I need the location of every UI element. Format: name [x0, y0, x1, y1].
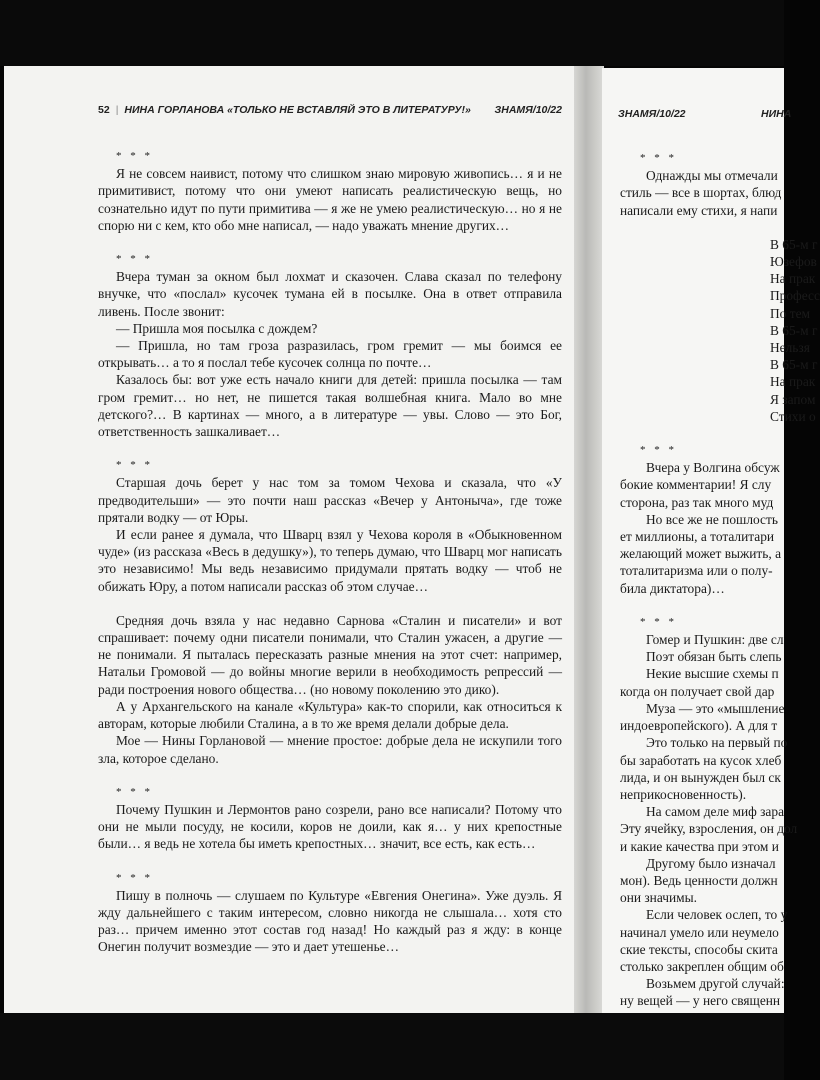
text-line: Вчера у Волгина обсуж	[646, 460, 780, 476]
text-line: бокие комментарии! Я слу	[620, 477, 772, 493]
text-line: Муза — это «мышление	[646, 700, 785, 716]
verse-line: В 65-м г	[770, 322, 818, 338]
page-number: 52	[98, 104, 110, 116]
book-gutter	[574, 66, 604, 1014]
text-line: ские тексты, способы скита	[620, 941, 778, 957]
paragraph: Мое — Нины Горлановой — мнение простое: добрые дела не искупили того зла, которое сделано.	[98, 733, 562, 766]
paragraph: Я не совсем наивист, потому что слишком знаю мировую живопись… я и не примитивист, потому что они умеют написать реалистическую вещь, но сознательно идут по пути примитива — я же не умею реалистическую… но я не спорю ни с кем, кто обо мне написал, — надо уважать мнение других…	[98, 166, 562, 233]
magazine-issue-right: ЗНАМЯ/10/22	[618, 108, 686, 120]
paragraph-gap	[98, 440, 562, 457]
scanner-background-bottom	[0, 1013, 784, 1080]
section-separator: * * *	[640, 152, 677, 164]
verse-line: Стихи о	[770, 408, 816, 424]
text-line: Эту ячейку, взросления, он дол	[620, 821, 798, 837]
section-separator: * * *	[116, 253, 153, 266]
text-line: когда он получает свой дар	[620, 683, 775, 699]
text-line: На самом деле миф зара	[646, 804, 785, 820]
text-line: Однажды мы отмечали	[646, 168, 778, 184]
text-line: бы заработать на кусок хлеб	[620, 752, 782, 768]
verse-line: В 65-м г	[770, 357, 818, 373]
header-separator: |	[115, 104, 119, 116]
left-page-text	[98, 148, 562, 956]
paragraph-gap	[620, 425, 820, 442]
paragraph: Пишу в полночь — слушаем по Культуре «Евгения Онегина». Уже дуэль. Я жду дальнейшего с таким интересом, словно никогда не слышала… хотя сто раз… причем именно этот состав год назад! Но каждый раз я жду: в конце Онегин получит возмездие — это и дает утешенье…	[98, 887, 562, 955]
right-page-text	[620, 150, 820, 1010]
verse-line: Юзефов	[770, 254, 817, 270]
paragraph: Средняя дочь взяла у нас недавно Сарнова «Сталин и писатели» и вот спрашивает: почему одни писатели понимали, что Сталин ужасен, а другие — не понимали. Я пыталась пересказать разные мнения на этот счет: например, Натальи Громовой — до войны многие верили в необходимость репрессий — ради построения нового общества… (но новому поколению это дико).	[98, 612, 562, 697]
paragraph: Казалось бы: вот уже есть начало книги для детей: пришла посылка — там гром гремит… но нет, не пишется такая волшебная книга. Мало во мне детского?… В картинах — много, а в литературе — увы. Слово — это Бог, ответственность зашкаливает…	[98, 372, 562, 440]
text-line: написали ему стихи, я напи	[620, 202, 778, 218]
text-line: ну вещей — у него священн	[620, 993, 781, 1009]
verse-line: На прак	[770, 271, 816, 287]
paragraph: Старшая дочь берет у нас том за томом Чехова и сказала, что «У предводительши» — это почти наш рассказ «Вечер у Антоныча», где тоже прятали водку — от Юры.	[98, 475, 562, 525]
section-separator: * * *	[640, 444, 677, 457]
verse-line: Я запом	[770, 391, 816, 407]
paragraph: А у Архангельского на канале «Культура» как-то спорили, как относиться к авторам, которые любили Сталина, а в то же время делали добрые дела.	[98, 698, 562, 732]
author-name-right: НИНА	[761, 108, 792, 120]
text-line: Поэт обязан быть слепь	[646, 649, 782, 665]
paragraph-gap	[98, 853, 562, 870]
text-line: Если человек ослеп, то у	[646, 907, 788, 923]
text-line: сторона, раз так много муд	[620, 494, 774, 510]
running-title: НИНА ГОРЛАНОВА «ТОЛЬКО НЕ ВСТАВЛЯЙ ЭТО В ЛИТЕРАТУРУ!»	[124, 104, 471, 116]
text-line: лида, и он вынужден был ск	[620, 769, 781, 785]
text-line: они значимы.	[620, 890, 697, 906]
text-line: ет миллионы, а тоталитари	[620, 529, 775, 545]
paragraph-gap	[98, 595, 562, 612]
section-separator: * * *	[640, 615, 677, 628]
paragraph: Вчера туман за окном был лохмат и сказочен. Слава сказал по телефону внучке, что «послал» кусочек тумана ей в посылке. Она в ответ отправила ливень. После звонит:	[98, 269, 562, 319]
right-running-header	[618, 108, 792, 120]
text-line: Другому было изначал	[646, 855, 776, 871]
text-line: индоевропейского). А для т	[620, 718, 778, 734]
text-line: Возьмем другой случай:	[646, 976, 785, 992]
verse-line: По тем	[770, 305, 810, 321]
scanner-background-top	[0, 0, 784, 66]
paragraph-gap	[620, 597, 820, 614]
section-separator: * * *	[116, 150, 153, 162]
paragraph: — Пришла, но там гроза разразилась, гром гремит — мы боимся ее открывать… а то я послал тебе кусочек солнца по почте…	[98, 338, 562, 371]
left-running-header	[98, 104, 562, 116]
verse-line: На прак	[770, 374, 816, 390]
paragraph-gap	[98, 234, 562, 251]
text-line: столько закреплен общим об	[620, 958, 784, 974]
text-line: Но все же не пошлость	[646, 511, 778, 527]
text-line: стиль — все в шортах, блюд	[620, 185, 782, 201]
text-line: тоталитаризма или о полу-	[620, 563, 773, 579]
verse-line: Професс	[770, 288, 820, 304]
text-line: мон). Ведь ценности должн	[620, 872, 778, 888]
text-line: неприкосновенность).	[620, 786, 747, 802]
verse-line: В 65-м г	[770, 236, 818, 252]
paragraph-gap	[98, 767, 562, 784]
text-line: Гомер и Пушкин: две сл	[646, 632, 784, 648]
section-separator: * * *	[116, 459, 153, 472]
text-line: и какие качества при этом и	[620, 838, 779, 854]
verse-line: Нельзя	[770, 340, 810, 356]
paragraph: — Пришла моя посылка с дождем?	[116, 320, 318, 336]
text-line: начинал умело или неумело	[620, 924, 779, 940]
paragraph: Почему Пушкин и Лермонтов рано созрели, рано все написали? Потому что они не мыли посуду, не косили, коров не доили, как я… у них крепостные были… я ведь не хотела бы иметь крепостных… значит, все есть, как есть…	[98, 801, 562, 852]
paragraph-gap	[620, 219, 820, 236]
paragraph: И если ранее я думала, что Шварц взял у Чехова короля в «Обыкновенном чуде» (из рассказа «Весь в дедушку»), то теперь думаю, что Шварц мог написать это независимо! Мы ведь независимо придумали прятать водку — чтоб не обижать Юру, а потом написали рассказ об этом случае…	[98, 527, 562, 594]
section-separator: * * *	[116, 785, 153, 798]
text-line: Некие высшие схемы п	[646, 666, 779, 682]
magazine-issue: ЗНАМЯ/10/22	[494, 104, 562, 116]
text-line: била диктатора)…	[620, 580, 725, 596]
section-separator: * * *	[116, 871, 153, 884]
text-line: желающий может выжить, а	[620, 546, 782, 562]
text-line: Это только на первый по	[646, 735, 788, 751]
